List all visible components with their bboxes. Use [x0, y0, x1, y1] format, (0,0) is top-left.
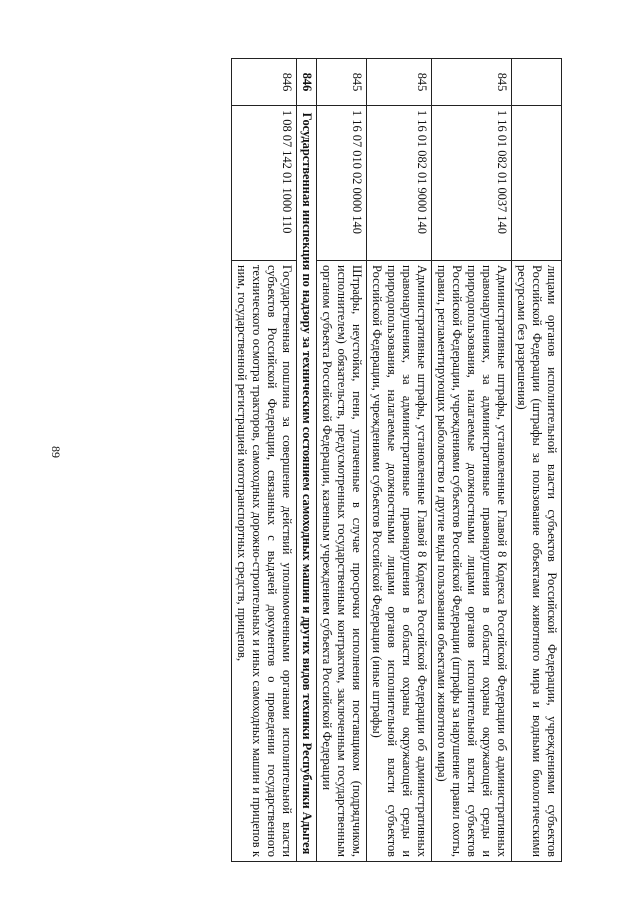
admin-code-cell: 845	[317, 59, 367, 106]
revenue-name-cell: Государственная пошлина за совершение действий уполномоченными органами исполнительной власти субъектов Российской Федерации, связанных с выдачей документов о проведении государственного технического осмотра тракторов, самоходных дорожно-строительных и иных самоходных машин и прицепов к ним, государственной регистрацией мототранспортных средств, прицепов,	[232, 261, 297, 862]
admin-code-cell: 845	[432, 59, 512, 106]
revenue-name-cell: Штрафы, неустойки, пени, уплаченные в случае просрочки исполнения поставщиком (подрядчиком, исполнителем) обязательств, предусмотренных государственным контрактом, заключенным государственным органом субъекта Российской Федерации, казенным учреждением субъекта Российской Федерации	[317, 261, 367, 862]
revenue-code-cell: 1 08 07 142 01 1000 110	[232, 106, 297, 261]
document-page	[88, 58, 562, 862]
admin-code-cell: 846	[297, 59, 317, 106]
table-row	[367, 59, 432, 862]
revenue-code-cell: 1 16 01 082 01 9000 140	[367, 106, 432, 261]
revenue-codes-table	[231, 58, 562, 862]
section-heading-row	[297, 59, 317, 862]
page-number: 89	[49, 446, 63, 458]
table-row	[232, 59, 297, 862]
rotated-content	[88, 58, 562, 862]
revenue-code-cell: 1 16 07 010 02 0000 140	[317, 106, 367, 261]
table-row	[317, 59, 367, 862]
revenue-code-cell: 1 16 01 082 01 0037 140	[432, 106, 512, 261]
revenue-name-cell: Административные штрафы, установленные Главой 8 Кодекса Российской Федерации об административных правонарушениях, за административные правонарушения в области охраны окружающей среды и природопользования, налагаемые должностными лицами органов исполнительной власти субъектов Российской Федерации, учреждениями субъектов Российской Федерации (штрафы за нарушение правил охоты, правил, регламентирующих рыболовство и другие виды пользования объектами животного мира)	[432, 261, 512, 862]
revenue-code-cell	[512, 106, 562, 261]
admin-code-cell: 845	[367, 59, 432, 106]
revenue-name-cell: лицами органов исполнительной власти субъектов Российской Федерации, учреждениями субъектов Российской Федерации (штрафы за пользование объектами животного мира и водными биологическими ресурсами без разрешения)	[512, 261, 562, 862]
admin-code-cell: 846	[232, 59, 297, 106]
revenue-name-cell: Административные штрафы, установленные Главой 8 Кодекса Российской Федерации об административных правонарушениях, за административные правонарушения в области охраны окружающей среды и природопользования, налагаемые должностными лицами органов исполнительной власти субъектов Российской Федерации, учреждениями субъектов Российской Федерации (иные штрафы)	[367, 261, 432, 862]
section-heading: Государственная инспекция по надзору за техническим состоянием самоходных машин и других видов техники Республики Адыгея	[297, 106, 317, 862]
admin-code-cell	[512, 59, 562, 106]
table-row	[432, 59, 512, 862]
table-row	[512, 59, 562, 862]
